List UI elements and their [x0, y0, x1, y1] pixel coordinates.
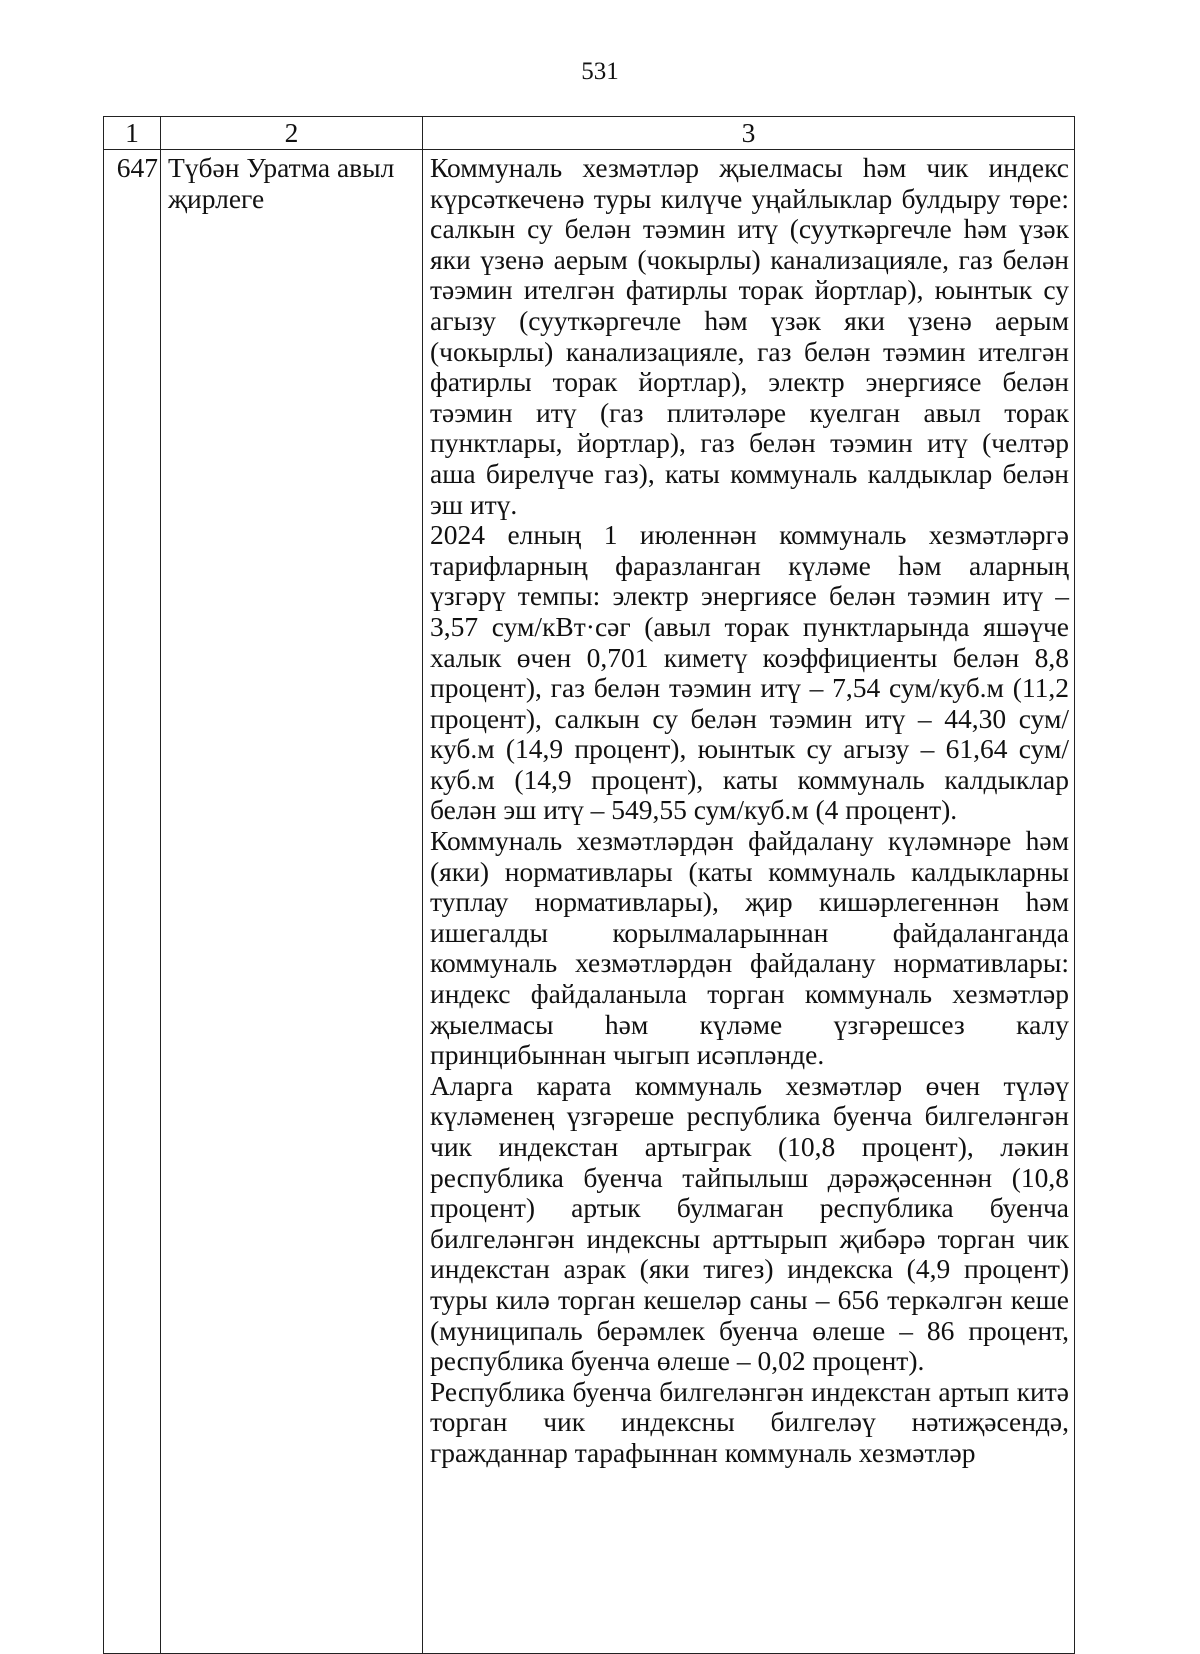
paragraph-affected-population: Аларга карата коммуналь хезмәтләр өчен түләү күләменең үзгәреше республика буенча билгеләнгән чик индекстан артыграк (10,8 процент), ләкин республика буенча тайпылыш дәрәҗәсеннән (10,8 процент) артык булмаган республика буенча билгеләнгән индексны арттырып җибәрә торган чик индекстан азрак (яки тигез) индекска (4,9 процент) туры килә торган кешеләр саны – 656 теркәлгән кеше (муниципаль берәмлек буенча өлеше – 86 процент, республика буенча өлеше – 0,02 процент). [430, 1069, 1069, 1377]
paragraph-tariffs: 2024 елның 1 июленнән коммуналь хезмәтләргә тарифларның фаразланган күләме һәм аларның үзгәрү темпы: электр энергиясе белән тәэмин итү – 3,57 сум/кВт·сәг (авыл торак пунктларында яшәүче халык өчен 0,701 киметү коэффициенты белән 8,8 процент), газ белән тәэмин итү – 7,54 сум/куб.м (11,2 процент), салкын су белән тәэмин итү – 44,30 сум/куб.м (14,9 процент), юынтык су агызу – 61,64 сум/куб.м (14,9 процент), каты коммуналь калдыклар белән эш итү – 549,55 сум/куб.м (4 процент). [430, 519, 1069, 826]
settlement-name: Түбән Уратма авыл җирлеге [161, 150, 423, 1654]
page-number: 531 [581, 58, 619, 85]
paragraph-index-result: Республика буенча билгеләнгән индекстан артып китә торган чик индексны билгеләү нәтиҗәсендә, гражданнар тарафыннан коммуналь хезмәтләр [430, 1375, 1069, 1468]
table-header-row [104, 117, 1075, 150]
column-header-1: 1 [104, 117, 161, 150]
document-table [103, 116, 1075, 1654]
paragraph-amenities: Коммуналь хезмәтләр җыелмасы һәм чик индекс күрсәткеченә туры килүче уңайлыклар булдыру төре: салкын су белән тәэмин итү (сууткәргечле һәм үзәк яки үзенә аерым (чокырлы) канализацияле, газ белән тәэмин ителгән фатирлы торак йортлар), юынтык су агызу (сууткәргечле һәм үзәк яки үзенә аерым (чокырлы) канализацияле, газ белән тәэмин ителгән фатирлы торак йортлар), электр энергиясе белән тәэмин итү (газ плитәләре куелган авыл торак пунктлары, йортлар), газ белән тәэмин итү (челтәр аша бирелүче газ), каты коммуналь калдыклар белән эш итү. [430, 152, 1069, 520]
column-header-2: 2 [161, 117, 423, 150]
column-header-3: 3 [423, 117, 1075, 150]
row-number: 647 [104, 150, 161, 1654]
paragraph-consumption-norms: Коммуналь хезмәтләрдән файдалану күләмнәре һәм (яки) нормативлары (каты коммуналь калдыкларны туплау нормативлары), җир кишәрлегеннән һәм ишегалды корылмаларыннан файдаланганда коммуналь хезмәтләрдән файдалану нормативлары: индекс файдаланыла торган коммуналь хезмәтләр җыелмасы һәм күләме үзгәрешсез калу принцибыннан чыгып исәпләнде. [430, 825, 1069, 1071]
description-cell [423, 150, 1075, 1654]
table-row [104, 150, 1075, 1654]
